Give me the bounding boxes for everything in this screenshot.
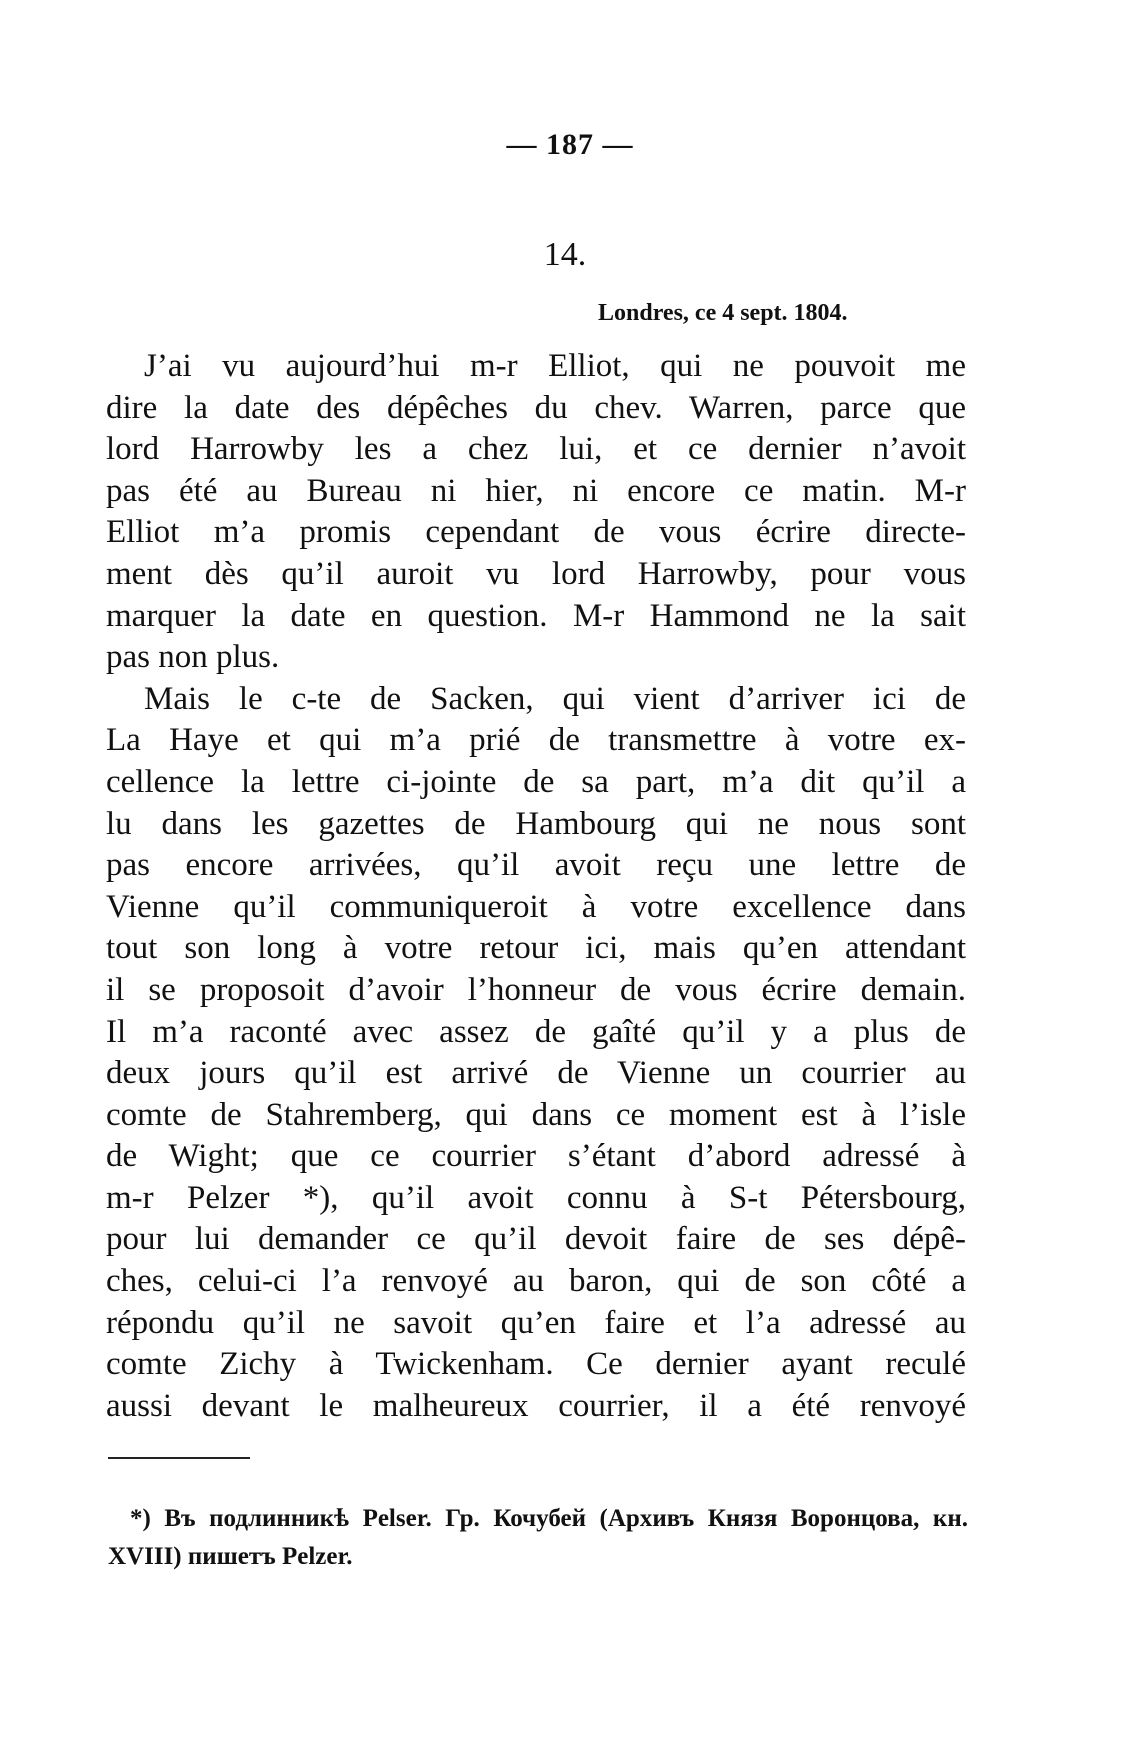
text-line: cellence la lettre ci-jointe de sa part, m’a dit qu’il a (106, 763, 966, 800)
footnote (108, 1500, 968, 1576)
text-line: marquer la date en question. M-r Hammond ne la sait (106, 597, 966, 634)
text-line: Mais le c-te de Sacken, qui vient d’arriver ici de (144, 680, 966, 717)
paragraph-2 (106, 679, 966, 1428)
text-line: lord Harrowby les a chez lui, et ce dernier n’avoit (106, 431, 966, 468)
text-line: dire la date des dépêches du chev. Warren, parce que (106, 389, 966, 426)
text-line: comte de Stahremberg, qui dans ce moment est à l’isle (106, 1096, 966, 1133)
text-line: Vienne qu’il communiqueroit à votre excellence dans (106, 888, 966, 925)
text-line: pour lui demander ce qu’il devoit faire de ses dépê- (106, 1221, 966, 1258)
page-number: — 187 — (506, 128, 634, 161)
text-line: de Wight; que ce courrier s’étant d’abord adressé à (106, 1138, 966, 1175)
text-line: tout son long à votre retour ici, mais qu’en attendant (106, 930, 966, 967)
text-line: Il m’a raconté avec assez de gaîté qu’il y a plus de (106, 1013, 966, 1050)
paragraph-1 (106, 346, 966, 679)
letter-number: 14. (543, 236, 587, 273)
text-line: ment dès qu’il auroit vu lord Harrowby, pour vous (106, 555, 966, 592)
footnote-line: *) Въ подлинникѣ Pelser. Гр. Кочубей (Архивъ Князя Воронцова, кн. (130, 1505, 968, 1532)
footnote-divider (108, 1457, 250, 1459)
text-line: ches, celui-ci l’a renvoyé au baron, qui de son côté a (106, 1263, 966, 1300)
letter-body (106, 346, 966, 1427)
text-line: pas été au Bureau ni hier, ni encore ce matin. M-r (106, 472, 966, 509)
text-line: La Haye et qui m’a prié de transmettre à votre ex- (106, 722, 966, 759)
text-line: comte Zichy à Twickenham. Ce dernier ayant reculé (106, 1346, 966, 1383)
text-line: il se proposoit d’avoir l’honneur de vous écrire demain. (106, 971, 966, 1008)
dateline: Londres, ce 4 sept. 1804. (598, 300, 848, 326)
text-line: répondu qu’il ne savoit qu’en faire et l’a adressé au (106, 1304, 966, 1341)
text-line: m-r Pelzer *), qu’il avoit connu à S-t Pétersbourg, (106, 1179, 966, 1216)
text-line: pas non plus. (106, 639, 280, 676)
text-line: aussi devant le malheureux courrier, il a été renvoyé (106, 1387, 966, 1424)
text-line: Elliot m’a promis cependant de vous écrire directe- (106, 514, 966, 551)
text-line: deux jours qu’il est arrivé de Vienne un courrier au (106, 1055, 966, 1092)
text-line: lu dans les gazettes de Hambourg qui ne nous sont (106, 805, 966, 842)
text-line: pas encore arrivées, qu’il avoit reçu une lettre de (106, 847, 966, 884)
text-line: J’ai vu aujourd’hui m-r Elliot, qui ne pouvoit me (144, 348, 966, 384)
footnote-line: XVIII) пишетъ Pelzer. (108, 1543, 353, 1570)
